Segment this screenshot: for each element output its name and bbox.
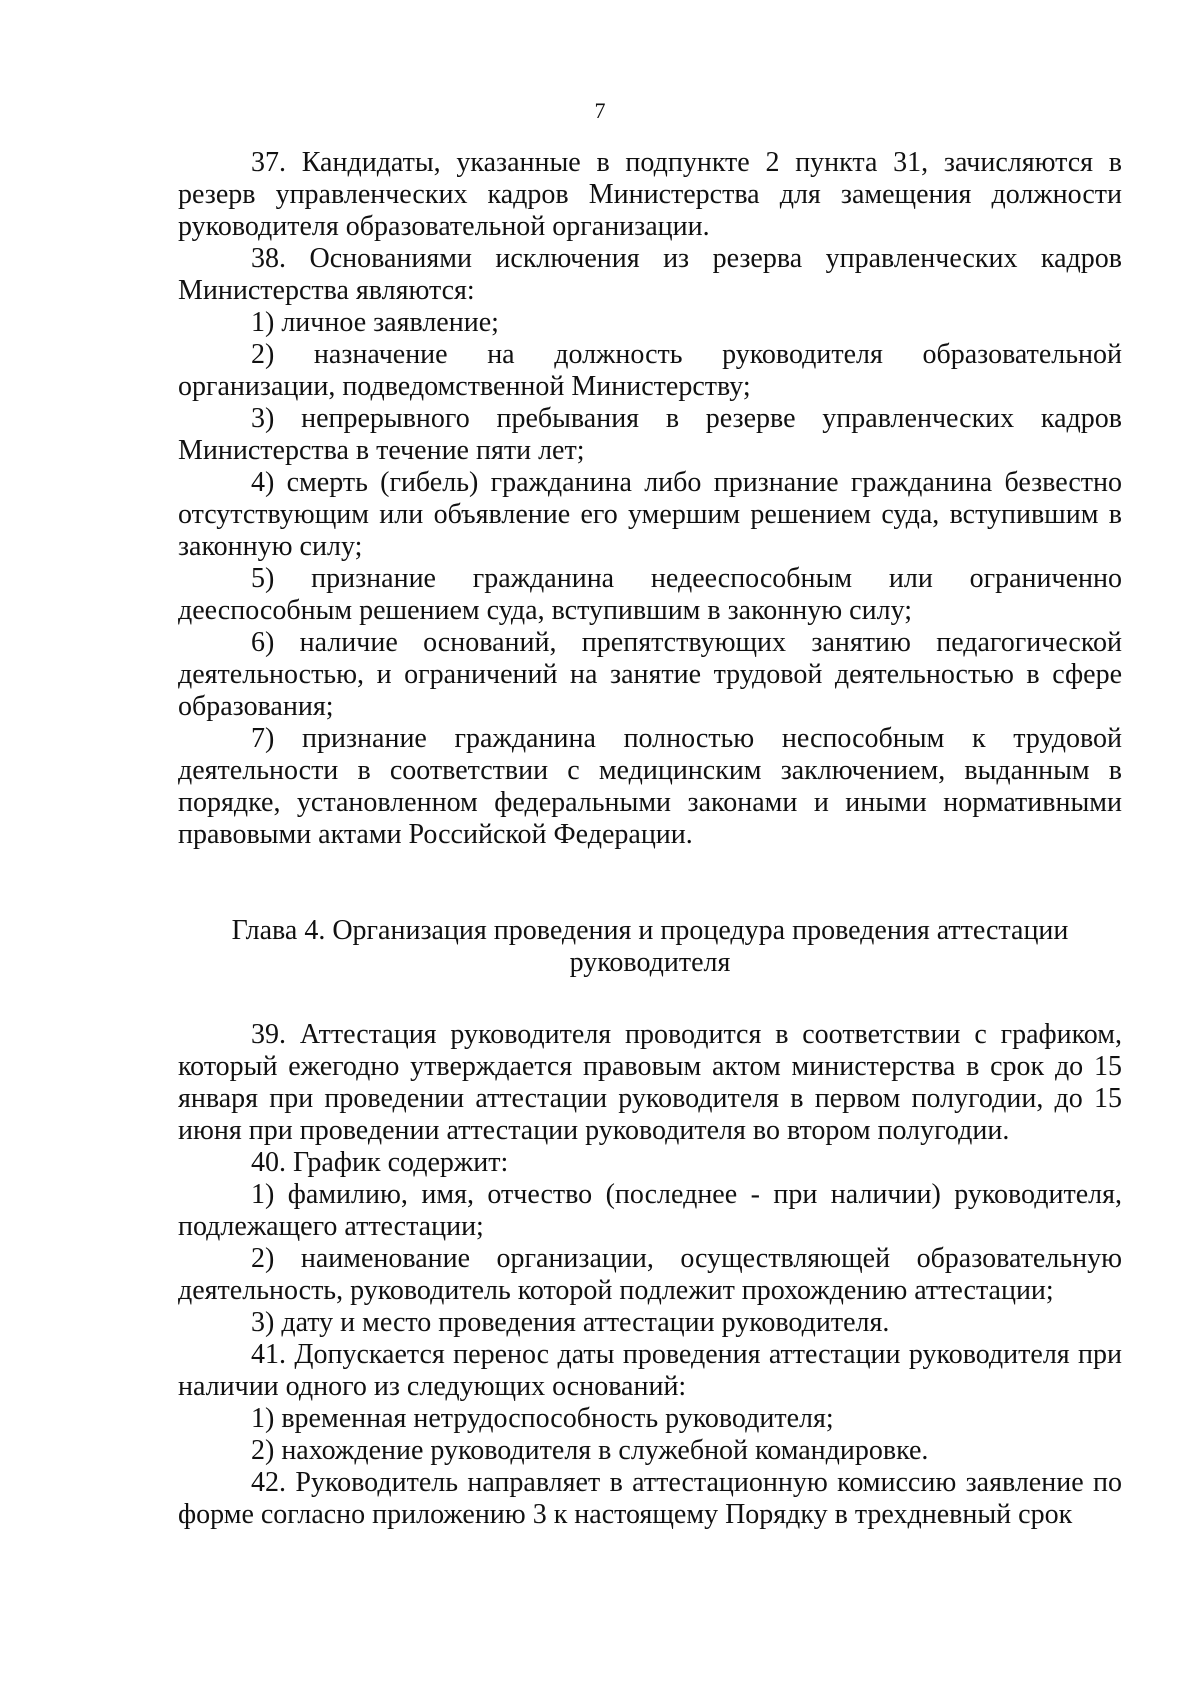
paragraph-39: 39. Аттестация руководителя проводится в соответствии с графиком, который ежегодно утверждается правовым актом министерства в срок до 15 января при проведении аттестации руководителя в первом полугодии, до 15 июня при проведении аттестации руководителя во втором полугодии.	[178, 1019, 1122, 1146]
list-item-40-1: 1) фамилию, имя, отчество (последнее - при наличии) руководителя, подлежащего аттестации;	[178, 1179, 1122, 1242]
list-item-38-1: 1) личное заявление;	[251, 307, 499, 338]
list-item-40-2: 2) наименование организации, осуществляющей образовательную деятельность, руководитель которой подлежит прохождению аттестации;	[178, 1243, 1122, 1306]
chapter-heading-line-2: руководителя	[569, 947, 731, 978]
chapter-heading	[178, 915, 1122, 979]
paragraph-40: 40. График содержит:	[251, 1147, 509, 1178]
list-item-40-3: 3) дату и место проведения аттестации руководителя.	[251, 1307, 890, 1338]
paragraph-37: 37. Кандидаты, указанные в подпункте 2 пункта 31, зачисляются в резерв управленческих кадров Министерства для замещения должности руководителя образовательной организации.	[178, 147, 1122, 242]
list-item-38-6: 6) наличие оснований, препятствующих занятию педагогической деятельностью, и ограничений на занятие трудовой деятельностью в сфере образования;	[178, 627, 1122, 722]
list-item-41-1: 1) временная нетрудоспособность руководителя;	[251, 1403, 834, 1434]
list-item-38-4: 4) смерть (гибель) гражданина либо признание гражданина безвестно отсутствующим или объявление его умершим решением суда, вступившим в законную силу;	[178, 467, 1122, 562]
paragraph-41: 41. Допускается перенос даты проведения аттестации руководителя при наличии одного из следующих оснований:	[178, 1339, 1122, 1402]
list-item-38-5: 5) признание гражданина недееспособным или ограниченно дееспособным решением суда, вступившим в законную силу;	[178, 563, 1122, 626]
list-item-38-2: 2) назначение на должность руководителя образовательной организации, подведомственной Министерству;	[178, 339, 1122, 402]
page-number: 7	[594, 98, 606, 123]
list-item-41-2: 2) нахождение руководителя в служебной командировке.	[251, 1435, 929, 1466]
list-item-38-7: 7) признание гражданина полностью неспособным к трудовой деятельности в соответствии с медицинским заключением, выданным в порядке, установленном федеральными законами и иными нормативными правовыми актами Российской Федерации.	[178, 723, 1122, 850]
document-body	[178, 147, 1122, 1531]
paragraph-38: 38. Основаниями исключения из резерва управленческих кадров Министерства являются:	[178, 243, 1122, 306]
paragraph-42: 42. Руководитель направляет в аттестационную комиссию заявление по форме согласно приложению 3 к настоящему Порядку в трехдневный срок	[178, 1467, 1122, 1530]
chapter-heading-line-1: Глава 4. Организация проведения и процедура проведения аттестации	[231, 915, 1069, 946]
list-item-38-3: 3) непрерывного пребывания в резерве управленческих кадров Министерства в течение пяти лет;	[178, 403, 1122, 466]
